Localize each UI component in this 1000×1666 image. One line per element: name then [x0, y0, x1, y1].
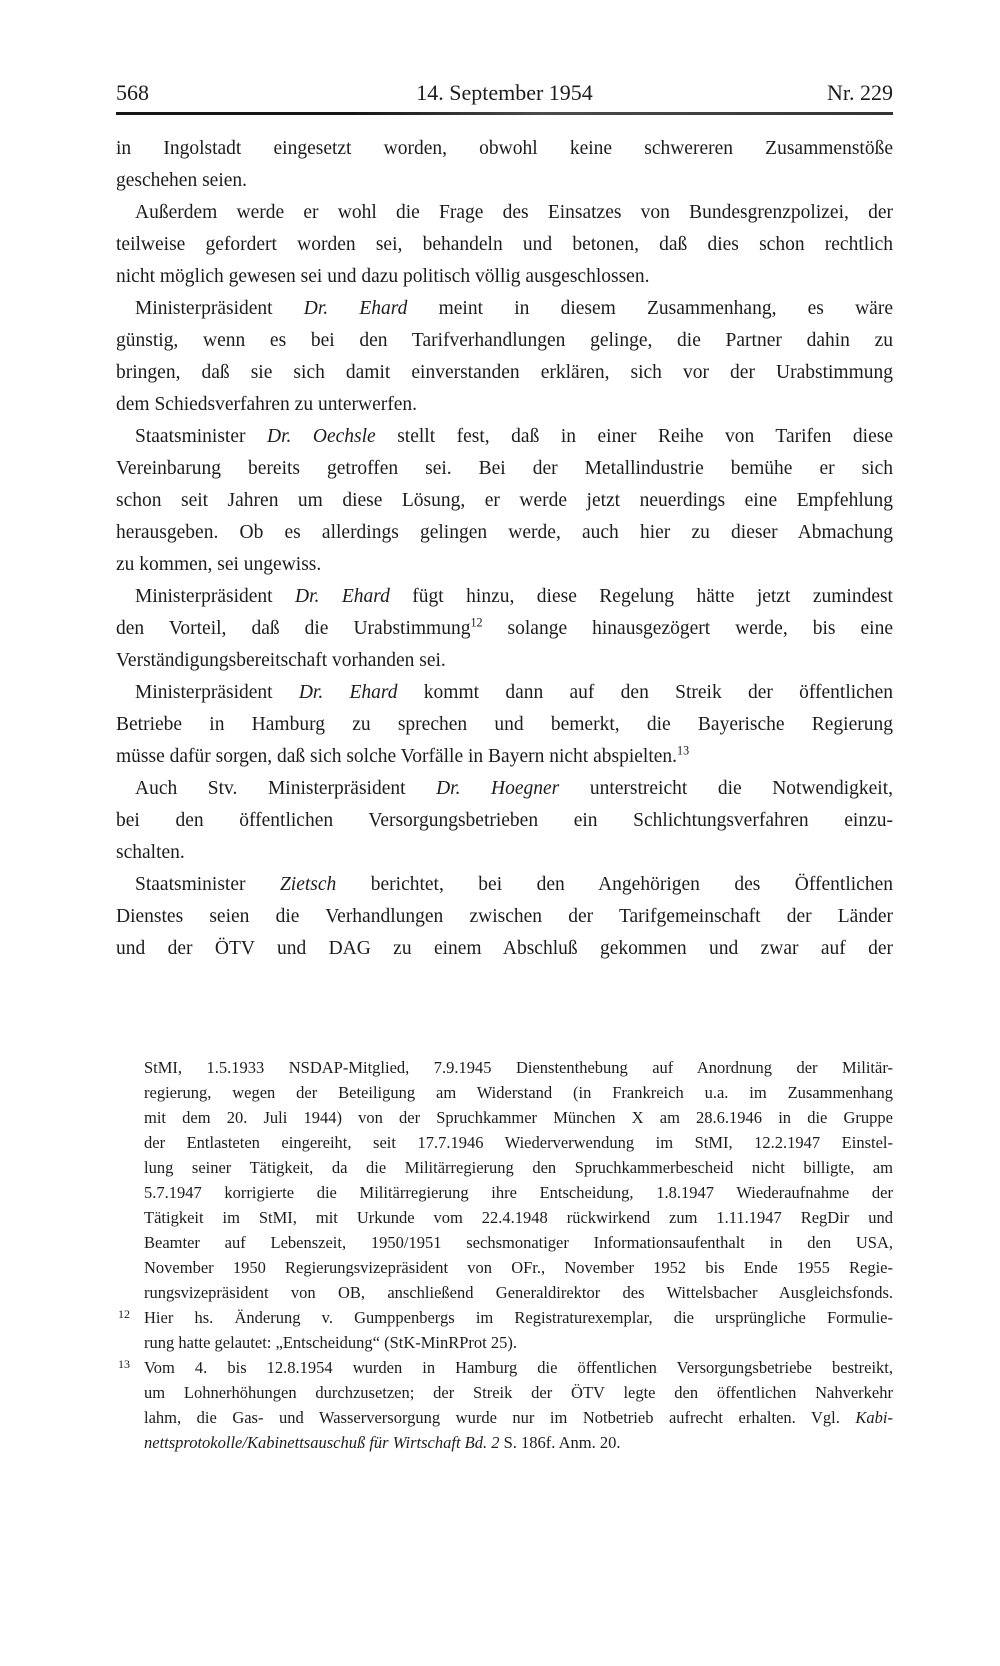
- text-line: [144, 1380, 893, 1405]
- text-line: [144, 1355, 893, 1380]
- text-line: [144, 1080, 893, 1105]
- text-run: herausgeben. Ob es allerdings gelingen werde, auch hier zu dieser Abmachung: [116, 522, 893, 543]
- text-line: [116, 133, 893, 165]
- running-head: [116, 80, 893, 106]
- italic-name: Dr. Hoegner: [436, 778, 560, 799]
- text-line: [144, 1105, 893, 1130]
- text-run: den Vorteil, daß die Urabstimmung: [116, 618, 471, 639]
- text-run: Hier hs. Änderung v. Gumppenbergs im Registraturexemplar, die ursprüngliche Formulie-: [144, 1308, 893, 1327]
- text-line: [116, 453, 893, 485]
- text-run: Verständigungsbereitschaft vorhanden sei.: [116, 650, 446, 671]
- body-paragraph: [116, 869, 893, 965]
- footnote-number: 12: [118, 1307, 130, 1321]
- text-run: regierung, wegen der Beteiligung am Widerstand (in Frankreich u.a. im Zusammenhang: [144, 1083, 893, 1102]
- body-paragraph: [116, 677, 893, 773]
- text-run: müsse dafür sorgen, daß sich solche Vorfälle in Bayern nicht abspielten.: [116, 746, 678, 767]
- italic-name: Dr. Oechsle: [267, 426, 376, 447]
- text-line: [116, 357, 893, 389]
- text-run: rungsvizepräsident von OB, anschließend Generaldirektor des Wittelsbacher Ausgleichsfonds.: [144, 1283, 893, 1302]
- text-run: schon seit Jahren um diese Lösung, er werde jetzt neuerdings eine Empfehlung: [116, 490, 893, 511]
- text-line: [144, 1305, 893, 1330]
- text-run: lung seiner Tätigkeit, da die Militärregierung den Spruchkammerbescheid nicht billigte, am: [144, 1158, 893, 1177]
- text-run: rung hatte gelautet: „Entscheidung“ (StK-MinRProt 25).: [144, 1333, 518, 1352]
- header-doc-number: Nr. 229: [827, 80, 893, 105]
- main-text: [116, 133, 893, 965]
- text-line: [144, 1130, 893, 1155]
- text-run: stellt fest, daß in einer Reihe von Tarifen diese: [375, 426, 893, 447]
- text-line: [116, 389, 893, 421]
- text-run: zu kommen, sei ungewiss.: [116, 554, 322, 575]
- text-run: StMI, 1.5.1933 NSDAP-Mitglied, 7.9.1945 Dienstenthebung auf Anordnung der Militär-: [144, 1058, 893, 1077]
- text-line: [116, 805, 893, 837]
- text-line: [116, 485, 893, 517]
- text-line: [116, 293, 893, 325]
- text-run: Betriebe in Hamburg zu sprechen und bemerkt, die Bayerische Regierung: [116, 714, 893, 735]
- text-line: [116, 613, 893, 645]
- text-line: [116, 261, 893, 293]
- footnote-ref: 12: [470, 615, 483, 630]
- text-line: [144, 1255, 893, 1280]
- italic-name: Kabi-: [855, 1408, 893, 1427]
- text-line: [116, 581, 893, 613]
- text-line: [116, 741, 893, 773]
- footnote-ref: 13: [677, 743, 690, 758]
- text-line: [116, 421, 893, 453]
- text-run: dem Schiedsverfahren zu unterwerfen.: [116, 394, 418, 415]
- text-run: unterstreicht die Notwendigkeit,: [559, 778, 893, 799]
- text-line: [144, 1055, 893, 1080]
- text-run: lahm, die Gas- und Wasserversorgung wurde nur im Notbetrieb aufrecht erhalten. Vgl.: [144, 1408, 856, 1427]
- body-paragraph: [116, 421, 893, 581]
- text-run: solange hinausgezögert werde, bis eine: [482, 618, 893, 639]
- text-run: nicht möglich gewesen sei und dazu politisch völlig ausgeschlossen.: [116, 266, 650, 287]
- text-run: Ministerpräsident: [135, 586, 295, 607]
- text-run: meint in diesem Zusammenhang, es wäre: [407, 298, 893, 319]
- text-line: [144, 1180, 893, 1205]
- text-line: [116, 229, 893, 261]
- text-run: Vereinbarung bereits getroffen sei. Bei der Metallindustrie bemühe er sich: [116, 458, 893, 479]
- text-line: [144, 1205, 893, 1230]
- text-line: [116, 933, 893, 965]
- header-date: 14. September 1954: [416, 80, 593, 105]
- page-number: 568: [116, 80, 149, 105]
- text-run: Staatsminister: [135, 874, 280, 895]
- text-run: Ministerpräsident: [135, 298, 304, 319]
- text-run: bei den öffentlichen Versorgungsbetrieben ein Schlichtungsverfahren einzu-: [116, 810, 893, 831]
- text-run: teilweise gefordert worden sei, behandeln und betonen, daß dies schon rechtlich: [116, 234, 893, 255]
- body-paragraph: [116, 581, 893, 677]
- text-line: [144, 1330, 893, 1355]
- italic-name: Zietsch: [279, 874, 337, 895]
- text-run: und der ÖTV und DAG zu einem Abschluß gekommen und zwar auf der: [116, 938, 893, 959]
- text-line: [116, 325, 893, 357]
- text-run: Beamter auf Lebenszeit, 1950/1951 sechsmonatiger Informationsaufenthalt in den USA,: [144, 1233, 893, 1252]
- italic-name: Dr. Ehard: [303, 298, 408, 319]
- text-line: [116, 709, 893, 741]
- text-line: [116, 837, 893, 869]
- body-paragraph: [116, 197, 893, 293]
- text-run: berichtet, bei den Angehörigen des Öffentlichen: [336, 874, 893, 895]
- header-rule: [116, 112, 893, 115]
- text-run: 5.7.1947 korrigierte die Militärregierung ihre Entscheidung, 1.8.1947 Wiederaufnahme der: [144, 1183, 893, 1202]
- italic-name: Dr. Ehard: [295, 586, 390, 607]
- footnote-item: [116, 1305, 893, 1355]
- text-line: [144, 1155, 893, 1180]
- text-run: Staatsminister: [135, 426, 267, 447]
- text-run: Vom 4. bis 12.8.1954 wurden in Hamburg die öffentlichen Versorgungsbetriebe bestreikt,: [144, 1358, 893, 1377]
- text-run: geschehen seien.: [116, 170, 248, 191]
- text-run: schalten.: [116, 842, 185, 863]
- text-line: [116, 901, 893, 933]
- text-line: [116, 773, 893, 805]
- text-run: November 1950 Regierungsvizepräsident von OFr., November 1952 bis Ende 1955 Regie-: [144, 1258, 893, 1277]
- text-line: [116, 549, 893, 581]
- text-run: Auch Stv. Ministerpräsident: [135, 778, 437, 799]
- text-run: Ministerpräsident: [135, 682, 299, 703]
- text-line: [116, 165, 893, 197]
- footnote-section: [116, 1055, 893, 1455]
- text-run: bringen, daß sie sich damit einverstanden erklären, sich vor der Urabstimmung: [116, 362, 893, 383]
- text-line: [116, 869, 893, 901]
- footnote-item: [116, 1355, 893, 1455]
- text-run: Außerdem werde er wohl die Frage des Einsatzes von Bundesgrenzpolizei, der: [135, 202, 893, 223]
- text-run: der Entlasteten eingereiht, seit 17.7.1946 Wiederverwendung im StMI, 12.2.1947 Einstel-: [144, 1133, 893, 1152]
- text-line: [116, 197, 893, 229]
- text-line: [116, 645, 893, 677]
- footnote-item: [116, 1055, 893, 1305]
- text-run: Dienstes seien die Verhandlungen zwischen der Tarifgemeinschaft der Länder: [116, 906, 893, 927]
- text-line: [116, 517, 893, 549]
- text-line: [144, 1280, 893, 1305]
- italic-name: nettsprotokolle/Kabinettsauschuß für Wirtschaft Bd. 2: [144, 1433, 500, 1452]
- text-run: günstig, wenn es bei den Tarifverhandlungen gelinge, die Partner dahin zu: [116, 330, 893, 351]
- text-run: S. 186f. Anm. 20.: [499, 1433, 621, 1452]
- text-run: kommt dann auf den Streik der öffentlichen: [397, 682, 893, 703]
- body-paragraph: [116, 293, 893, 421]
- text-run: in Ingolstadt eingesetzt worden, obwohl keine schwereren Zusammenstöße: [116, 138, 893, 159]
- text-line: [144, 1430, 893, 1455]
- body-paragraph: [116, 773, 893, 869]
- text-line: [144, 1405, 893, 1430]
- body-paragraph: [116, 133, 893, 197]
- text-line: [116, 677, 893, 709]
- text-run: mit dem 20. Juli 1944) von der Spruchkammer München X am 28.6.1946 in die Gruppe: [144, 1108, 893, 1127]
- text-run: fügt hinzu, diese Regelung hätte jetzt zumindest: [389, 586, 893, 607]
- footnote-number: 13: [118, 1357, 130, 1371]
- text-run: um Lohnerhöhungen durchzusetzen; der Streik der ÖTV legte den öffentlichen Nahverkehr: [144, 1383, 893, 1402]
- italic-name: Dr. Ehard: [298, 682, 398, 703]
- text-line: [144, 1230, 893, 1255]
- text-run: Tätigkeit im StMI, mit Urkunde vom 22.4.1948 rückwirkend zum 1.11.1947 RegDir und: [144, 1208, 893, 1227]
